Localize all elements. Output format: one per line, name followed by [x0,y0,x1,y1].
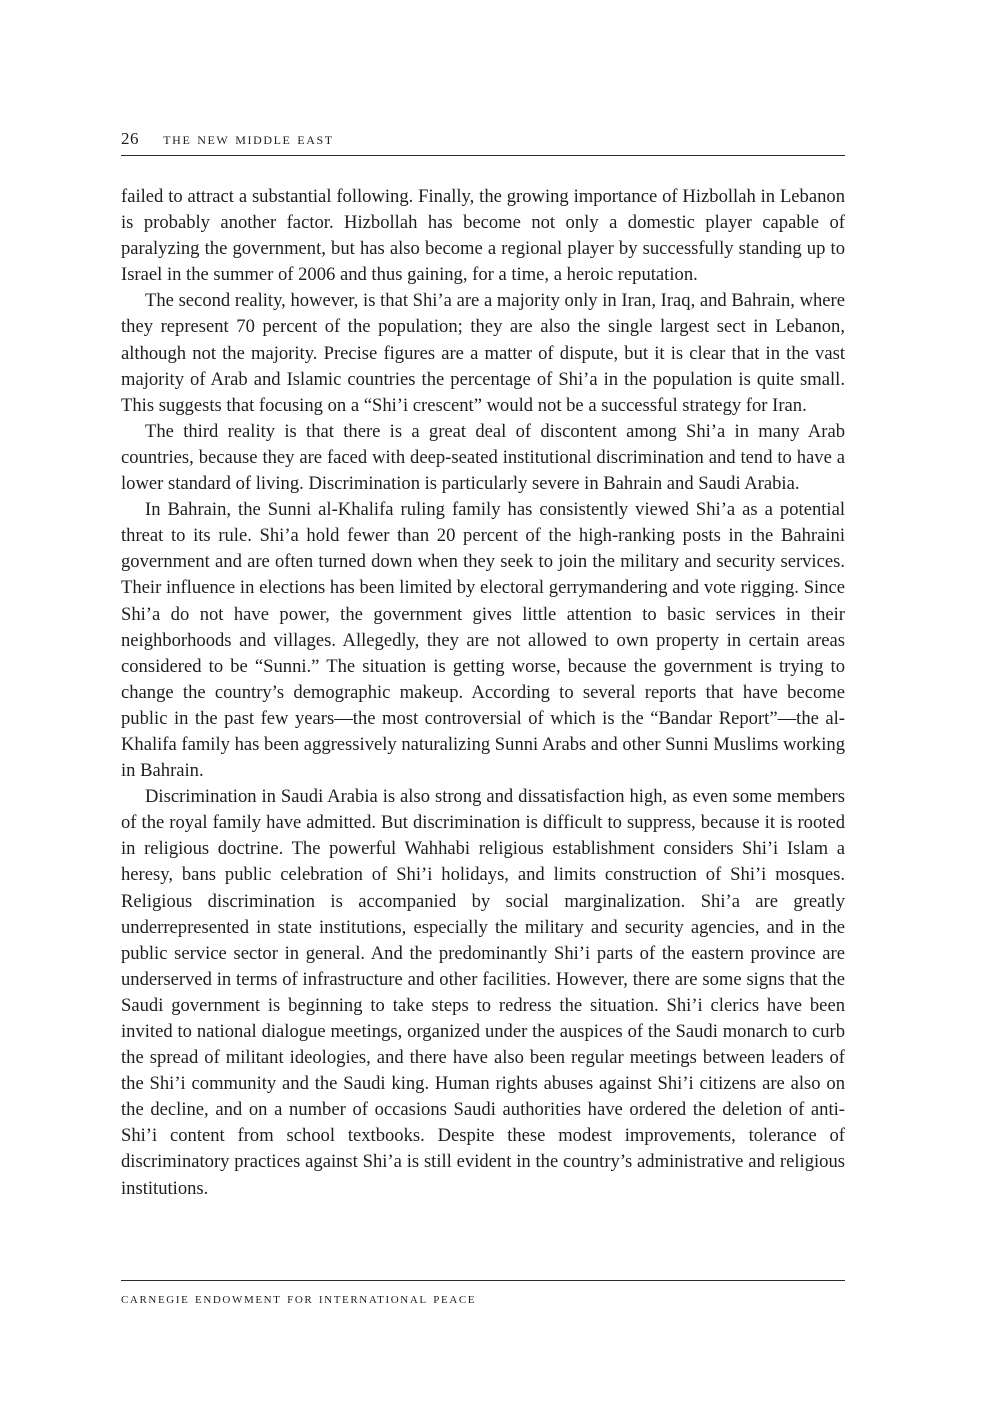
running-title: the new middle east [163,129,334,148]
page-footer [121,1280,845,1309]
publisher-footer-text: carnegie endowment for international peace [121,1290,477,1307]
paragraph-continued: failed to attract a substantial following. Finally, the growing importance of Hizbollah in Lebanon is probably another factor. Hizbollah has become not only a domestic player capable of paralyzing the government, but has also become a regional player by successfully standing up to Israel in the summer of 2006 and thus gaining, for a time, a heroic reputation. [121,186,845,286]
paragraph-bahrain: In Bahrain, the Sunni al-Khalifa ruling family has consistently viewed Shi’a as a potential threat to its rule. Shi’a hold fewer than 20 percent of the high-ranking posts in the Bahraini government and are often turned down when they seek to join the military and security services. Their influence in elections has been limited by electoral gerrymandering and vote rigging. Since Shi’a do not have power, the government gives little attention to basic services in their neighborhoods and villages. Allegedly, they are not allowed to own property in certain areas considered to be “Sunni.” The situation is getting worse, because the government is trying to change the country’s demographic makeup. According to several reports that have become public in the past few years—the most controversial of which is the “Bandar Report”—the al-Khalifa family has been aggressively naturalizing Sunni Arabs and other Sunni Muslims working in Bahrain. [121,499,845,782]
page-number: 26 [121,129,139,148]
paragraph-saudi-arabia: Discrimination in Saudi Arabia is also strong and dissatisfaction high, as even some members of the royal family have admitted. But discrimination is difficult to suppress, because it is rooted in religious doctrine. The powerful Wahhabi religious establishment considers Shi’i Islam a heresy, bans public celebration of Shi’i holidays, and limits construction of Shi’i mosques. Religious discrimination is accompanied by social marginalization. Shi’a are greatly underrepresented in state institutions, especially the military and security agencies, and in the public service sector in general. And the predominantly Shi’i parts of the eastern province are underserved in terms of infrastructure and other facilities. However, there are some signs that the Saudi government is beginning to take steps to redress the situation. Shi’i clerics have been invited to national dialogue meetings, organized under the auspices of the Saudi monarch to curb the spread of militant ideologies, and there have also been regular meetings between leaders of the Shi’i community and the Saudi king. Human rights abuses against Shi’i citizens are also on the decline, and on a number of occasions Saudi authorities have ordered the deletion of anti-Shi’i content from school textbooks. Despite these modest improvements, tolerance of discriminatory practices against Shi’a is still evident in the country’s administrative and religious institutions. [121,786,845,1199]
paragraph-second-reality: The second reality, however, is that Shi’a are a majority only in Iran, Iraq, and Bahrain, where they represent 70 percent of the population; they are also the single largest sect in Lebanon, although not the majority. Precise figures are a matter of dispute, but it is clear that in the vast majority of Arab and Islamic countries the percentage of Shi’a in the population is quite small. This suggests that focusing on a “Shi’i crescent” would not be a successful strategy for Iran. [121,290,845,416]
body-text [121,184,845,1202]
running-header [121,129,845,156]
paragraph-third-reality: The third reality is that there is a great deal of discontent among Shi’a in many Arab countries, because they are faced with deep-seated institutional discrimination and tend to have a lower standard of living. Discrimination is particularly severe in Bahrain and Saudi Arabia. [121,420,845,495]
